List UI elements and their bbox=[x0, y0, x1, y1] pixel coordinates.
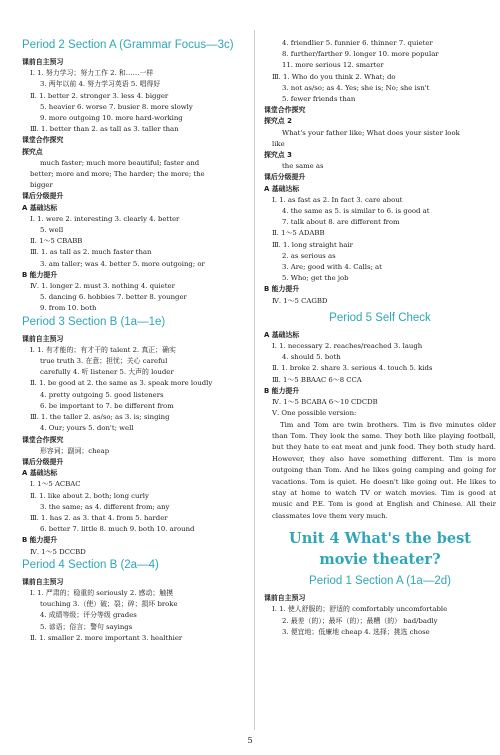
answer-line: 4. should 5. both bbox=[282, 353, 341, 362]
answer-line: 5. fewer friends than bbox=[282, 95, 356, 104]
answer-line: Ⅲ. 1～5 BBAAC 6～8 CCA bbox=[272, 375, 362, 384]
answer-line: 8. further/farther 9. longer 10. more popular bbox=[282, 50, 439, 59]
subsection-label: 课前自主预习 bbox=[22, 58, 64, 66]
section-heading: Period 5 Self Check bbox=[329, 311, 431, 324]
answer-line: Ⅲ. 1. as tall as 2. much faster than bbox=[30, 248, 152, 257]
unit-title: Unit 4 What's the best movie theater? bbox=[289, 530, 471, 569]
subsection-label: 课后分级提升 bbox=[22, 457, 64, 466]
page-number: 5 bbox=[247, 736, 253, 745]
answer-line: true truth 3. 在意；担忧；关心 careful bbox=[40, 357, 168, 366]
answer-line: 5. heavier 6. worse 7. busier 8. more slowly bbox=[40, 102, 193, 111]
answer-line: 9. from 10. both bbox=[40, 304, 97, 313]
answer-line: Ⅳ. 1～5 DCCBD bbox=[30, 547, 86, 556]
answer-line: Ⅰ. 1. 严肃的；稳重的 seriously 2. 感动；触摸 bbox=[30, 588, 174, 597]
section-heading: Period 3 Section B (1a—1e) bbox=[22, 315, 166, 328]
answer-line: Ⅲ. 1. Who do you think 2. What; do bbox=[272, 72, 396, 81]
subsection-label: 课前自主预习 bbox=[264, 594, 306, 603]
answer-line: Ⅰ. 1～5 ACBAC bbox=[30, 480, 81, 489]
subsection-label: 探究点 bbox=[22, 147, 43, 156]
answer-line: Ⅰ. 1. 使人舒服的；舒适的 comfortably uncomfortable bbox=[272, 605, 448, 614]
answer-line: Ⅱ. 1. like about 2. both; long curly bbox=[30, 491, 149, 500]
subsection-label: 课堂合作探究 bbox=[264, 106, 306, 115]
answer-line: Ⅲ. 1. better than 2. as tall as 3. taller than bbox=[30, 125, 179, 134]
answer-line: Ⅰ. 1. as fast as 2. In fact 3. care about bbox=[272, 195, 403, 204]
subsection-label: 探究点 2 bbox=[264, 117, 292, 126]
subsection-label: A 基础达标 bbox=[22, 469, 58, 478]
subsection-label: 探究点 3 bbox=[264, 151, 292, 160]
answer-line: Ⅰ. 1. were 2. interesting 3. clearly 4. better bbox=[30, 214, 180, 223]
answer-line: Ⅲ. 1. the taller 2. as/so; as 3. is; singing bbox=[30, 413, 170, 422]
answer-line: 2. 最差（的）；最坏（的）；最糟（的） bad/badly bbox=[282, 616, 438, 625]
answer-line: 5. Who; get the job bbox=[282, 274, 349, 283]
answer-line: Ⅳ. 1. longer 2. must 3. nothing 4. quieter bbox=[30, 282, 175, 291]
answer-line: 5. well bbox=[40, 226, 64, 235]
answer-line: the same as bbox=[282, 162, 324, 171]
subsection-label: A 基础达标 bbox=[264, 330, 300, 339]
answer-line: Ⅳ. 1～5 CAGBD bbox=[272, 296, 328, 305]
answer-line: 3. not as/so; as 4. Yes; she is; No; she isn't bbox=[282, 83, 430, 92]
answer-line: 4. 成绩等级；评分等级 grades bbox=[40, 611, 137, 620]
answer-line: Ⅴ. One possible version: bbox=[272, 409, 357, 418]
subsection-label: 课后分级提升 bbox=[264, 173, 306, 182]
answer-line: like bbox=[272, 139, 285, 148]
answer-line: 6. better 7. little 8. much 9. both 10. around bbox=[40, 525, 195, 534]
right-column bbox=[264, 38, 496, 638]
subsection-label: B 能力提升 bbox=[22, 270, 58, 279]
answer-line: much faster; much more beautiful; faster and bbox=[40, 158, 200, 167]
answer-line: 2. as serious as bbox=[282, 251, 336, 260]
answer-line: 4. the same as 5. is similar to 6. is good at bbox=[282, 207, 430, 216]
section-heading: Period 4 Section B (2a—4) bbox=[22, 558, 159, 571]
section-heading: Period 1 Section A (1a—2d) bbox=[309, 575, 451, 588]
answer-line: Ⅰ. 1. necessary 2. reaches/reached 3. laugh bbox=[272, 342, 423, 351]
answer-line: 5. dancing 6. hobbies 7. better 8. younger bbox=[40, 293, 187, 302]
answer-line: 4. friendlier 5. funnier 6. thinner 7. quieter bbox=[282, 39, 433, 47]
subsection-label: B 能力提升 bbox=[264, 285, 300, 294]
answer-line: Ⅱ. 1. better 2. stronger 3. less 4. bigger bbox=[30, 91, 169, 100]
subsection-label: A 基础达标 bbox=[264, 184, 300, 193]
answer-line: 3. the same; as 4. different from; any bbox=[40, 502, 170, 511]
answer-line: 7. talk about 8. are different from bbox=[282, 218, 400, 227]
answer-line: 11. more serious 12. smarter bbox=[282, 61, 384, 70]
subsection-label: B 能力提升 bbox=[22, 536, 58, 545]
answer-line: 3. 便宜地；低廉地 cheap 4. 选择；挑选 chose bbox=[282, 627, 430, 636]
answer-line: Ⅱ. 1. be good at 2. the same as 3. speak more loudly bbox=[30, 379, 213, 388]
column-divider bbox=[254, 30, 255, 730]
answer-line: bigger bbox=[30, 181, 53, 190]
subsection-label: 课前自主预习 bbox=[22, 334, 64, 343]
answer-line: Ⅱ. 1. broke 2. share 3. serious 4. touch 5. kids bbox=[272, 364, 433, 373]
answer-line: Ⅲ. 1. long straight hair bbox=[272, 240, 353, 249]
subsection-label: B 能力提升 bbox=[264, 386, 300, 395]
answer-line: 6. be important to 7. be different from bbox=[40, 401, 174, 410]
answer-line: Ⅱ. 1. smaller 2. more important 3. healthier bbox=[30, 633, 183, 642]
answer-line: 5. 谚语；俗言；警句 sayings bbox=[40, 622, 133, 631]
answer-line: Ⅱ. 1～5 CBABB bbox=[30, 237, 83, 246]
answer-line: 4. Our; yours 5. don't; well bbox=[40, 424, 134, 433]
answer-line: 3. Are; good with 4. Calls; at bbox=[282, 263, 382, 272]
answer-line: Ⅲ. 1. has 2. as 3. that 4. from 5. harder bbox=[30, 513, 168, 522]
answer-line: 形容词；副词；cheap bbox=[40, 446, 110, 455]
subsection-label: A 基础达标 bbox=[22, 203, 58, 212]
answer-line: What's your father like; What does your sister look bbox=[282, 128, 460, 137]
answer-line: Ⅳ. 1～5 BCABA 6～10 CDCDB bbox=[272, 398, 378, 407]
subsection-label: 课后分级提升 bbox=[22, 192, 64, 201]
answer-line: Ⅰ. 1. 有才能的；有才干的 talent 2. 真正；确实 bbox=[30, 345, 176, 354]
answer-line: 4. pretty outgoing 5. good listeners bbox=[40, 390, 164, 399]
answer-line: 9. more outgoing 10. more hard-working bbox=[40, 114, 183, 123]
section-heading: Period 2 Section A (Grammar Focus—3c) bbox=[22, 39, 234, 51]
answer-line: better; more and more; The harder; the more; the bbox=[30, 170, 205, 179]
subsection-label: 课堂合作探究 bbox=[22, 136, 64, 145]
answer-line: 3. am taller; was 4. better 5. more outgoing; or bbox=[40, 259, 205, 268]
left-column bbox=[22, 38, 254, 644]
essay-paragraph: Tim and Tom are twin brothers. Tim is five minutes older than Tom. They look the same. They both like playing football, but they hate to eat meat and junk food. They both study hard. However, they also have something different. Tim is more outgoing than Tom. And he likes going camping and going for vacations. Tom is quiet. He doesn't like going out. He likes to stay at home to watch TV or watch movies. Tim is good at music and P.E. Tom is good at English and Chinese. All their classmates love them very much. bbox=[272, 420, 496, 520]
answer-line: Ⅰ. 1. 努力学习；努力工作 2. 和……一样 bbox=[30, 69, 154, 78]
answer-line: Ⅱ. 1～5 ADABB bbox=[272, 229, 325, 238]
answer-line: touching 3.（使）破；裂；碎；损坏 broke bbox=[40, 600, 178, 609]
answer-line: 3. 两年以前 4. 努力学习英语 5. 唱得好 bbox=[40, 80, 161, 89]
answer-line: carefully 4. 听 listener 5. 大声的 louder bbox=[40, 368, 174, 377]
subsection-label: 课堂合作探究 bbox=[22, 435, 64, 444]
subsection-label: 课前自主预习 bbox=[22, 577, 64, 586]
